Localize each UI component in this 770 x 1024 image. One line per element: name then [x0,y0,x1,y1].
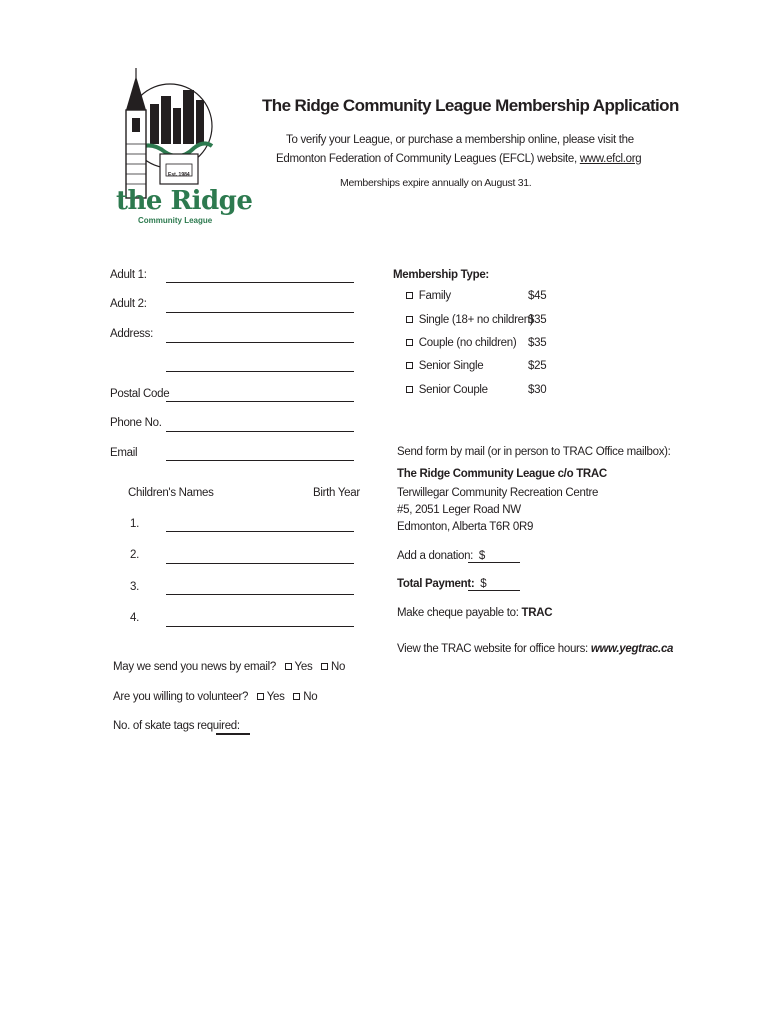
total-dollar: $ [480,578,487,590]
total-field[interactable] [468,590,520,591]
adult1-label: Adult 1: [110,269,147,281]
child-field[interactable] [166,563,354,564]
skate-tags-field[interactable] [216,733,250,735]
news-no-checkbox[interactable] [321,663,328,670]
intro-line-2-text: Edmonton Federation of Community Leagues (EFCL) website, [276,153,577,165]
news-yes-checkbox[interactable] [285,663,292,670]
address-label: Address: [110,328,153,340]
office-hours-note [397,643,673,655]
child-number: 1. [130,518,139,530]
no-label: No [303,691,318,703]
option-price: $25 [528,360,547,372]
intro-line-2 [276,153,641,165]
news-label: May we send you news by email? [113,661,276,673]
phone-label: Phone No. [110,417,162,429]
volunteer-no-checkbox[interactable] [293,693,300,700]
child-field[interactable] [166,594,354,595]
logo-brand: the Ridge [116,186,253,216]
logo-est: Est. 1984 [168,172,190,178]
email-label: Email [110,447,138,459]
volunteer-yes-checkbox[interactable] [257,693,264,700]
address-field-1[interactable] [166,342,354,343]
no-label: No [331,661,346,673]
phone-field[interactable] [166,431,354,432]
address-field-2[interactable] [166,371,354,372]
volunteer-label: Are you willing to volunteer? [113,691,249,703]
checkbox[interactable] [406,316,413,323]
adult1-field[interactable] [166,282,354,283]
league-logo [110,64,253,229]
option-label: Senior Couple [418,384,488,396]
yes-label: Yes [266,691,285,703]
option-price: $45 [528,290,547,302]
child-number: 4. [130,612,139,624]
expiry-note: Memberships expire annually on August 31. [340,177,532,189]
adult2-label: Adult 2: [110,298,147,310]
child-number: 3. [130,581,139,593]
total-label: Total Payment: [397,578,475,590]
postal-label: Postal Code [110,388,170,400]
skate-tags-label: No. of skate tags required: [113,720,240,732]
mail-address-3: Edmonton, Alberta T6R 0R9 [397,521,534,533]
membership-option[interactable] [406,290,451,302]
donation-row [397,550,485,562]
child-field[interactable] [166,626,354,627]
intro-line-1: To verify your League, or purchase a membership online, please visit the [286,134,634,146]
mail-org: The Ridge Community League c/o TRAC [397,468,607,480]
logo-subtitle: Community League [138,216,213,225]
donation-label: Add a donation: [397,550,474,562]
membership-option[interactable] [406,384,488,396]
membership-option[interactable] [406,360,483,372]
option-label: Single (18+ no children) [418,314,534,326]
option-price: $35 [528,314,547,326]
yes-label: Yes [294,661,313,673]
cheque-note [397,607,552,619]
adult2-field[interactable] [166,312,354,313]
membership-heading: Membership Type: [393,269,489,281]
mail-address-1: Terwillegar Community Recreation Centre [397,487,599,499]
donation-field[interactable] [468,562,520,563]
donation-dollar: $ [478,550,485,562]
mail-address-2: #5, 2051 Leger Road NW [397,504,521,516]
cheque-label: Make cheque payable to: [397,607,519,619]
option-label: Couple (no children) [418,337,517,349]
yegtrac-link[interactable]: www.yegtrac.ca [590,643,674,655]
option-label: Family [418,290,451,302]
birth-year-header: Birth Year [313,487,360,499]
total-row [397,578,486,590]
child-field[interactable] [166,531,354,532]
news-question [113,661,345,673]
option-price: $35 [528,337,547,349]
cheque-payee: TRAC [521,607,553,619]
page-title: The Ridge Community League Membership Application [262,96,679,115]
mail-intro: Send form by mail (or in person to TRAC Office mailbox): [397,446,671,458]
option-label: Senior Single [418,360,484,372]
children-header: Children's Names [128,487,214,499]
checkbox[interactable] [406,362,413,369]
checkbox[interactable] [406,292,413,299]
postal-field[interactable] [166,401,354,402]
child-number: 2. [130,549,139,561]
option-price: $30 [528,384,547,396]
checkbox[interactable] [406,339,413,346]
office-hours-label: View the TRAC website for office hours: [397,643,588,655]
volunteer-question [113,691,317,703]
email-field[interactable] [166,460,354,461]
checkbox[interactable] [406,386,413,393]
membership-option[interactable] [406,314,533,326]
efcl-link[interactable]: www.efcl.org [579,153,642,165]
membership-option[interactable] [406,337,516,349]
